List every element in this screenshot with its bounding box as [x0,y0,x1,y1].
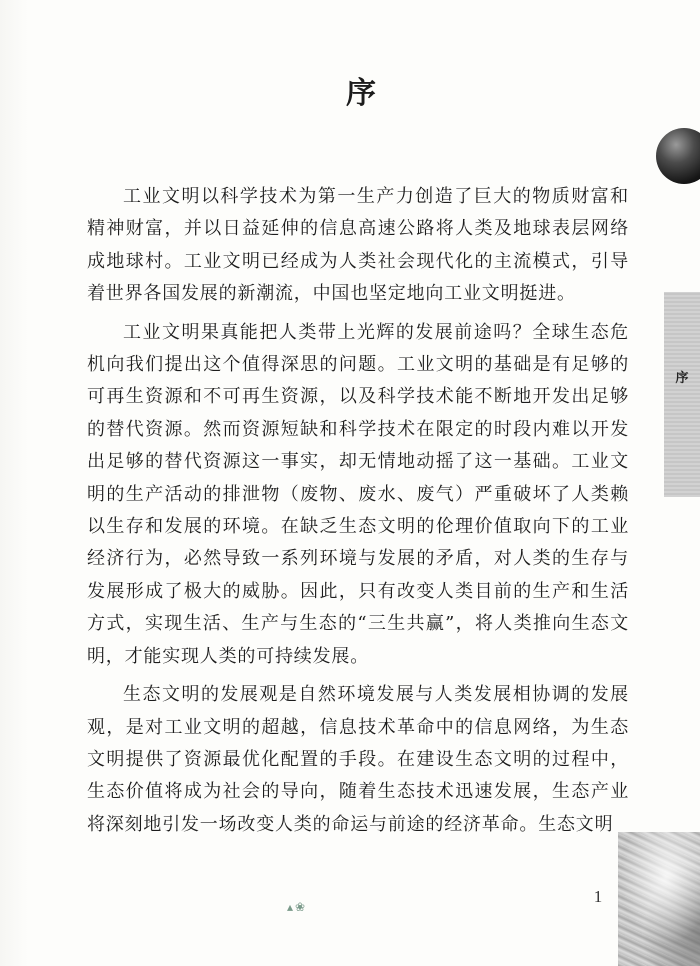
globe-decoration [656,128,700,184]
footer-ornament: ▴❀ [287,900,308,914]
side-tab-label: 序 [675,371,689,386]
page-title: 序 [346,76,378,111]
paragraph: 工业文明果真能把人类带上光辉的发展前途吗？全球生态危机向我们提出这个值得深思的问题。工业文明的基础是有足够的可再生资源和不可再生资源，以及科学技术能不断地开发出足够的替代资源。然而资源短缺和科学技术在限定的时段内难以开发出足够的替代资源这一事实，却无情地动摇了这一基础。工业文明的生产活动的排泄物（废物、废水、废气）严重破坏了人类赖以生存和发展的环境。在缺乏生态文明的伦理价值取向下的工业经济行为，必然导致一系列环境与发展的矛盾，对人类的生存与发展形成了极大的威胁。因此，只有改变人类目前的生产和生活方式，实现生活、生产与生态的“三生共赢”，将人类推向生态文明，才能实现人类的可持续发展。 [87,321,629,667]
page-number: 1 [593,887,603,906]
paragraph: 生态文明的发展观是自然环境发展与人类发展相协调的发展观，是对工业文明的超越，信息技术革命中的信息网络，为生态文明提供了资源最优化配置的手段。在建设生态文明的过程中，生态价值将成为社会的导向，随着生态技术迅速发展，生态产业将深刻地引发一场改变人类的命运与前途的经济革命。生态文明 [87,684,629,835]
paragraph: 工业文明以科学技术为第一生产力创造了巨大的物质财富和精神财富，并以日益延伸的信息高速公路将人类及地球表层网络成地球村。工业文明已经成为人类社会现代化的主流模式，引导着世界各国发展的新潮流，中国也坚定地向工业文明挺进。 [87,186,629,305]
body-text [87,181,629,847]
side-tab [664,292,700,497]
corner-photo-decoration [618,832,700,966]
